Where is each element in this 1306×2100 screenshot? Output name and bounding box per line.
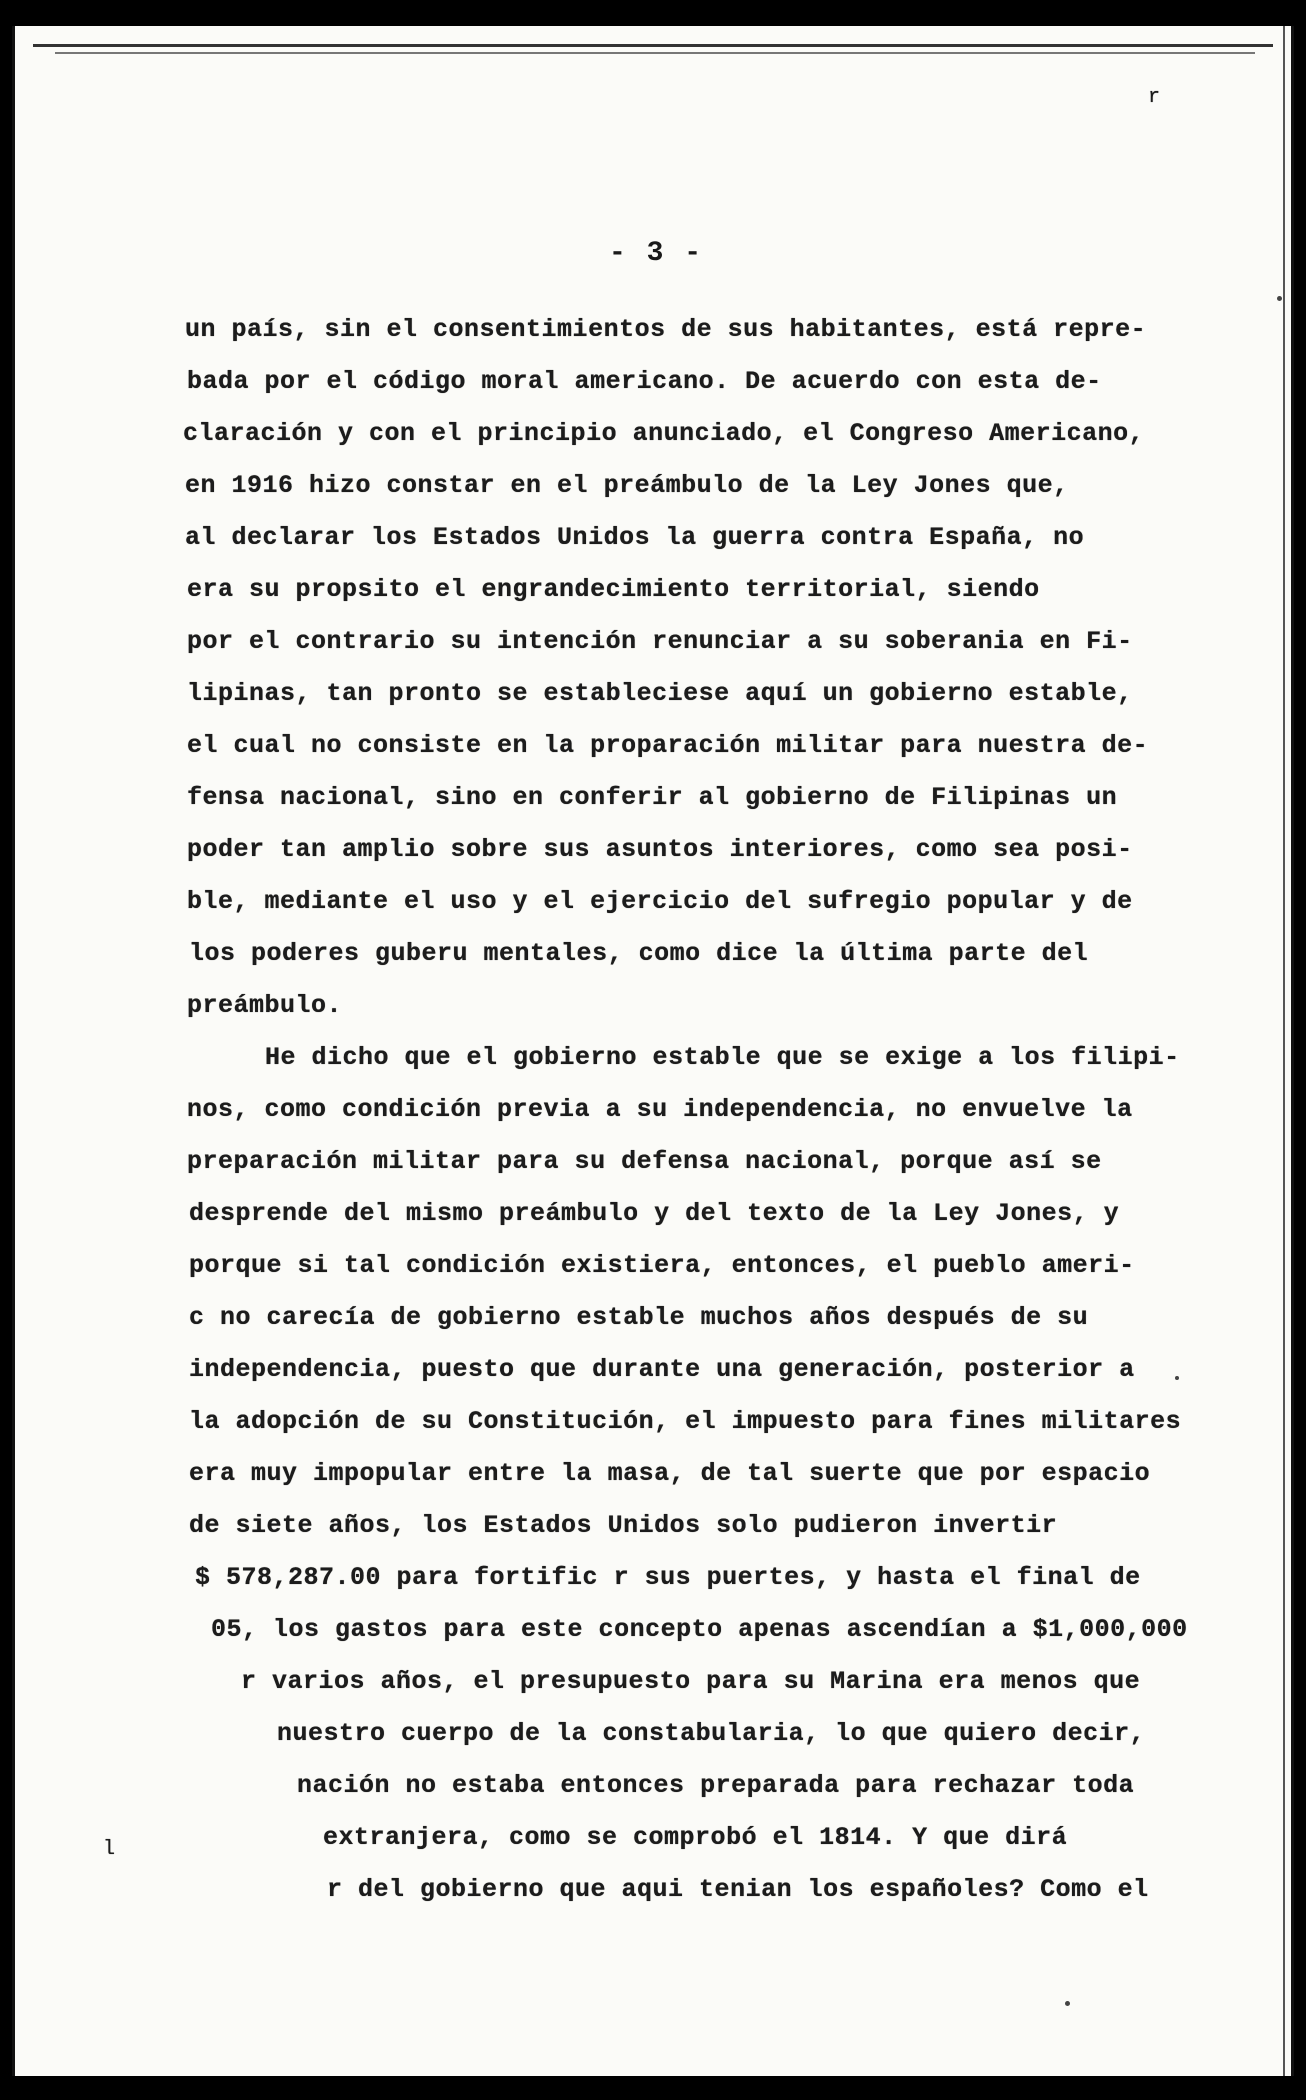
text-line: nación no estaba entonces preparada para rechazar toda [297, 1771, 1135, 1800]
text-line: lipinas, tan pronto se estableciese aquí un gobierno estable, [187, 679, 1133, 708]
paper-speck [1175, 1376, 1179, 1380]
text-line: los poderes guberu mentales, como dice la última parte del [189, 939, 1089, 968]
text-line: bada por el código moral americano. De acuerdo con esta de- [187, 367, 1102, 396]
document-page [12, 26, 1294, 2076]
page-number: - 3 - [608, 238, 703, 269]
text-line: r varios años, el presupuesto para su Marina era menos que [241, 1667, 1141, 1696]
text-line: 05, los gastos para este concepto apenas ascendían a $1,000,000 [211, 1615, 1188, 1644]
text-line: al declarar los Estados Unidos la guerra contra España, no [185, 523, 1085, 552]
text-line: c no carecía de gobierno estable muchos años después de su [189, 1303, 1089, 1332]
text-line: preparación militar para su defensa nacional, porque así se [187, 1147, 1102, 1176]
text-line: desprende del mismo preámbulo y del texto de la Ley Jones, y [189, 1199, 1120, 1228]
text-line: nuestro cuerpo de la constabularia, lo que quiero decir, [277, 1719, 1146, 1748]
text-line: porque si tal condición existiera, entonces, el pueblo ameri- [189, 1251, 1135, 1280]
text-line: r del gobierno que aqui tenian los españoles? Como el [327, 1875, 1149, 1904]
text-line: ble, mediante el uso y el ejercicio del sufregio popular y de [187, 887, 1133, 916]
text-line: en 1916 hizo constar en el preámbulo de la Ley Jones que, [185, 471, 1069, 500]
margin-mark-right: r [1148, 86, 1161, 109]
text-line: nos, como condición previa a su independencia, no envuelve la [187, 1095, 1133, 1124]
text-line: era su propsito el engrandecimiento territorial, siendo [187, 575, 1040, 604]
paper-speck [1065, 2001, 1070, 2006]
text-line: era muy impopular entre la masa, de tal suerte que por espacio [189, 1459, 1151, 1488]
text-line: poder tan amplio sobre sus asuntos interiores, como sea posi- [187, 835, 1133, 864]
text-line: $ 578,287.00 para fortific r sus puertes, y hasta el final de [195, 1563, 1141, 1592]
text-line: extranjera, como se comprobó el 1814. Y que dirá [323, 1823, 1068, 1852]
text-line: de siete años, los Estados Unidos solo pudieron invertir [189, 1511, 1058, 1540]
text-line: preámbulo. [187, 991, 343, 1020]
text-line: el cual no consiste en la proparación militar para nuestra de- [187, 731, 1149, 760]
text-line: un país, sin el consentimientos de sus habitantes, está repre- [185, 315, 1147, 344]
text-line: fensa nacional, sino en conferir al gobierno de Filipinas un [187, 783, 1118, 812]
text-line: por el contrario su intención renunciar a su soberania en Fi- [187, 627, 1133, 656]
text-line: claración y con el principio anunciado, el Congreso Americano, [183, 419, 1145, 448]
text-line: He dicho que el gobierno estable que se exige a los filipi- [265, 1043, 1180, 1072]
body-text [15, 26, 1294, 2076]
text-line: la adopción de su Constitución, el impuesto para fines militares [189, 1407, 1182, 1436]
text-line: independencia, puesto que durante una generación, posterior a [189, 1355, 1135, 1384]
paper-speck [1277, 296, 1282, 301]
margin-mark-left: l [103, 1838, 116, 1861]
